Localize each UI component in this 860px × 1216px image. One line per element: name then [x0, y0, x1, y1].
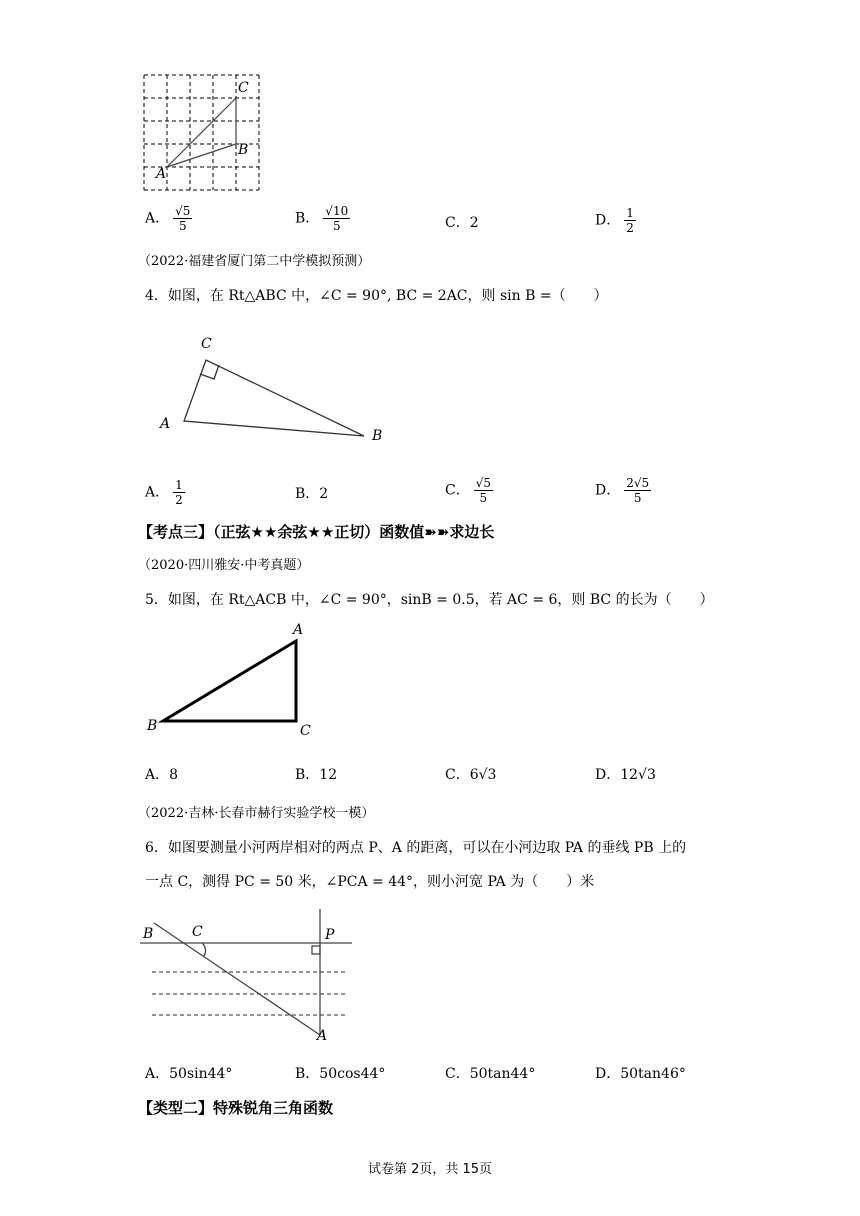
q4-triangle-figure — [170, 345, 375, 440]
q6-label-a: A — [317, 1028, 328, 1044]
q6-label-c: C — [192, 924, 203, 940]
q5-source: （2020·四川雅安·中考真题） — [138, 558, 310, 573]
q6-option-b[interactable]: B．50cos44° — [295, 1066, 386, 1082]
q5-label-a: A — [293, 622, 304, 638]
q4-option-c[interactable]: C． $\frac{√5}{5}$ — [445, 476, 491, 505]
q3-label-a: A — [156, 166, 167, 182]
type2-heading: 【类型二】特殊锐角三角函数 — [138, 1099, 334, 1117]
q5-option-a[interactable]: A．8 — [145, 767, 179, 783]
q3-label-c: C — [238, 80, 249, 96]
q4-label-c: C — [201, 336, 212, 352]
q4-label-b: B — [372, 428, 383, 444]
q5-triangle-figure — [155, 635, 305, 725]
q3-option-b[interactable]: B． $\frac{√10}{5}$ — [295, 204, 349, 233]
q5-option-b[interactable]: B．12 — [295, 767, 338, 783]
q5-option-d[interactable]: D．12√3 — [595, 767, 656, 783]
q6-option-a[interactable]: A．50sin44° — [145, 1066, 233, 1082]
q6-option-d[interactable]: D．50tan46° — [595, 1066, 686, 1082]
q6-stem-line2: 一点 C，测得 PC = 50 米，∠PCA = 44°，则小河宽 PA 为（ ）米 — [145, 874, 595, 890]
q4-source: （2022·福建省厦门第二中学模拟预测） — [138, 254, 371, 269]
q6-source: （2022·吉林·长春市赫行实验学校一模） — [138, 806, 375, 821]
q4-stem: 4．如图，在 Rt△ABC 中，∠C = 90°, BC = 2AC，则 sin B =（ ） — [145, 288, 608, 304]
q5-label-c: C — [300, 723, 311, 739]
q3-label-b: B — [238, 142, 249, 158]
q3-option-d[interactable]: D． $\frac{1}{2}$ — [595, 206, 634, 235]
q6-option-c[interactable]: C．50tan44° — [445, 1066, 536, 1082]
q6-river-figure — [140, 905, 360, 1045]
q5-stem: 5．如图，在 Rt△ACB 中，∠C = 90°，sinB = 0.5，若 AC = 6，则 BC 的长为（ ） — [145, 592, 714, 608]
q6-stem-line1: 6．如图要测量小河两岸相对的两点 P、A 的距离，可以在小河边取 PA 的垂线 PB 上的 — [145, 840, 687, 856]
q3-option-c[interactable]: C．2 — [445, 215, 479, 231]
q3-option-a[interactable]: A． $\frac{√5}{5}$ — [145, 204, 191, 233]
q5-option-c[interactable]: C．6√3 — [445, 767, 497, 783]
q4-option-d[interactable]: D． $\frac{2√5}{5}$ — [595, 476, 650, 505]
q6-label-p: P — [325, 927, 335, 943]
page-footer: 试卷第 2页，共 15页 — [367, 1162, 493, 1177]
q6-label-b: B — [143, 926, 154, 942]
section3-heading: 【考点三】（正弦★★余弦★★正切）函数值➽➽求边长 — [138, 523, 495, 541]
q4-label-a: A — [160, 416, 171, 432]
q4-option-b[interactable]: B．2 — [295, 486, 329, 502]
q4-option-a[interactable]: A． $\frac{1}{2}$ — [145, 478, 183, 507]
q5-label-b: B — [147, 718, 158, 734]
